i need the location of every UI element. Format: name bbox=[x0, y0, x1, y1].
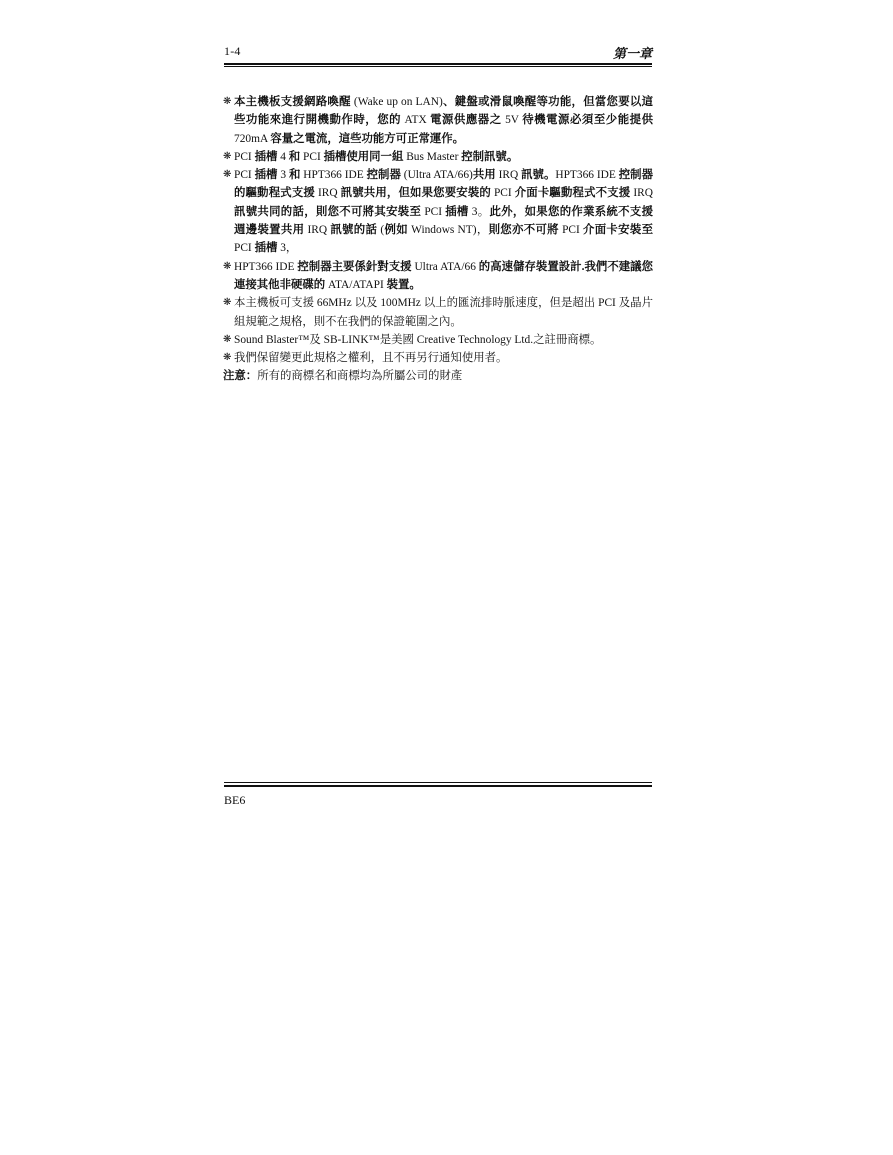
bullet-item bbox=[223, 166, 653, 257]
note-label: 注意： bbox=[223, 370, 258, 383]
bullet-text-segment: 的高速儲存裝置設計.我們不建議您連接其他非硬碟的 bbox=[234, 260, 653, 291]
bullet-text-segment: ( bbox=[377, 224, 385, 237]
bullet-text-segment: 容量之電流，這些功能方可正常運作。 bbox=[270, 132, 465, 145]
bullet-marker-icon: ❋ bbox=[223, 96, 232, 107]
bullet-text-segment: 本主機板可支援 66MHz 以及 100MHz 以上的匯流排時脈速度，但是超出 PCI 及晶片組規範之規格，則不在我們的保證範圍之內。 bbox=[234, 297, 653, 328]
footer-label: BE6 bbox=[224, 793, 246, 807]
bullet-text-segment: Bus Master bbox=[403, 150, 462, 163]
bullet-text-segment: 控制器主要係針對支援 bbox=[297, 260, 412, 273]
bullet-text-segment: PCI bbox=[558, 224, 583, 237]
header-rule-thin bbox=[224, 66, 652, 67]
bullet-text-segment: 電源供應器之 bbox=[430, 114, 502, 127]
bullet-text-segment: 介面卡安裝至 bbox=[582, 224, 653, 237]
bullet-text-segment: 3， bbox=[277, 242, 298, 255]
header-rule-thick bbox=[224, 63, 652, 65]
bullet-text-segment: 插槽使用同一組 bbox=[323, 150, 404, 163]
bullet-text-segment: 共用 bbox=[472, 169, 496, 182]
bullet-text-segment: 此外，如果您的作業系統不支援週邊裝置共用 bbox=[234, 205, 653, 237]
bullet-text-segment: 本主機板支援網路喚醒 bbox=[234, 96, 351, 108]
chapter-title: 第一章 bbox=[612, 46, 652, 61]
bullet-text-segment: (Wake up on LAN) bbox=[350, 96, 443, 108]
bullet-text-segment: 控制器的驅動程式支援 bbox=[234, 169, 653, 200]
bullet-text-segment: 和 bbox=[288, 150, 301, 163]
bullet-text-segment: 我們保留變更此規格之權利，且不再另行通知使用者。 bbox=[234, 352, 508, 365]
bullet-text-segment: IRQ bbox=[495, 169, 522, 182]
bullet-text-segment: PCI bbox=[300, 150, 324, 163]
note-paragraph bbox=[223, 367, 653, 385]
bullet-text-segment: 裝置。 bbox=[386, 278, 421, 291]
bullet-text-segment: 則您亦不可將 bbox=[488, 224, 559, 237]
page-body bbox=[223, 93, 653, 386]
bullet-text-segment: 插槽 bbox=[254, 242, 278, 255]
page-header bbox=[224, 42, 652, 64]
bullet-item bbox=[223, 258, 653, 295]
bullet-item bbox=[223, 148, 653, 166]
bullet-text-segment: 訊號共同的話，則您不可將其安裝至 bbox=[234, 205, 422, 218]
bullet-list bbox=[223, 93, 653, 367]
bullet-item bbox=[223, 331, 653, 349]
bullet-marker-icon: ❋ bbox=[223, 297, 232, 309]
bullet-item bbox=[223, 349, 653, 367]
bullet-text-segment: HPT366 IDE bbox=[555, 169, 619, 182]
bullet-text-segment: (Ultra ATA/66) bbox=[400, 169, 473, 182]
bullet-text-segment: 訊號共用，但如果您要安裝的 bbox=[340, 187, 491, 200]
bullet-text-segment: IRQ bbox=[630, 187, 653, 200]
bullet-text-segment: PCI bbox=[234, 150, 255, 163]
bullet-text-segment: 控制器 bbox=[366, 169, 401, 182]
bullet-text-segment: 訊號。 bbox=[521, 169, 556, 182]
bullet-text-segment: ATA/ATAPI bbox=[325, 278, 387, 291]
bullet-text-segment: 待機電源必須至少能提供 bbox=[522, 114, 653, 127]
bullet-text-segment: 訊號的話 bbox=[330, 224, 378, 237]
bullet-text-segment: 3 bbox=[277, 169, 289, 182]
bullet-text-segment: PCI bbox=[234, 169, 255, 182]
bullet-item bbox=[223, 294, 653, 331]
bullet-text-segment: IRQ bbox=[304, 224, 331, 237]
bullet-text-segment: ATX bbox=[401, 114, 431, 127]
bullet-text-segment: 4 bbox=[277, 150, 289, 163]
bullet-text-segment: 插槽 bbox=[445, 205, 469, 218]
page-number: 1-4 bbox=[224, 44, 241, 58]
bullet-text-segment: Sound Blaster™及 SB-LINK™是美國 Creative Technology Ltd.之註冊商標。 bbox=[234, 333, 602, 346]
footer-rule-thick bbox=[224, 785, 652, 787]
bullet-text-segment: 介面卡驅動程式不支援 bbox=[514, 187, 631, 200]
bullet-text-segment: 插槽 bbox=[254, 150, 278, 163]
bullet-text-segment: 控制訊號。 bbox=[461, 150, 519, 163]
bullet-text-segment: 插槽 bbox=[254, 169, 278, 182]
bullet-text-segment: 720mA bbox=[234, 132, 271, 145]
bullet-text-segment: 5V bbox=[501, 114, 523, 127]
bullet-text-segment: PCI bbox=[234, 242, 255, 255]
bullet-text-segment: 和 bbox=[288, 169, 301, 182]
bullet-text-segment: 、鍵盤或滑鼠喚醒等功能，但當您要以這些功能來進行開機動作時，您的 bbox=[234, 96, 653, 127]
bullet-text-segment: Ultra ATA/66 bbox=[411, 260, 479, 273]
bullet-text-segment: PCI bbox=[490, 187, 515, 200]
bullet-text-segment: HPT366 IDE bbox=[234, 260, 298, 273]
bullet-text-segment: 3。 bbox=[468, 205, 490, 218]
bullet-marker-icon: ❋ bbox=[223, 260, 232, 272]
footer-rule-thin bbox=[224, 782, 652, 783]
bullet-text-segment: IRQ bbox=[314, 187, 341, 200]
bullet-marker-icon: ❋ bbox=[223, 150, 232, 162]
bullet-text-segment: PCI bbox=[421, 205, 446, 218]
bullet-marker-icon: ❋ bbox=[223, 169, 232, 181]
bullet-item bbox=[223, 93, 653, 148]
bullet-text-segment: 例如 bbox=[384, 224, 408, 237]
bullet-text-segment: Windows NT)， bbox=[407, 224, 489, 237]
bullet-marker-icon: ❋ bbox=[223, 333, 232, 345]
bullet-marker-icon: ❋ bbox=[223, 352, 232, 364]
bullet-text-segment: HPT366 IDE bbox=[300, 169, 367, 182]
note-text: 所有的商標名和商標均為所屬公司的財產 bbox=[257, 370, 463, 383]
